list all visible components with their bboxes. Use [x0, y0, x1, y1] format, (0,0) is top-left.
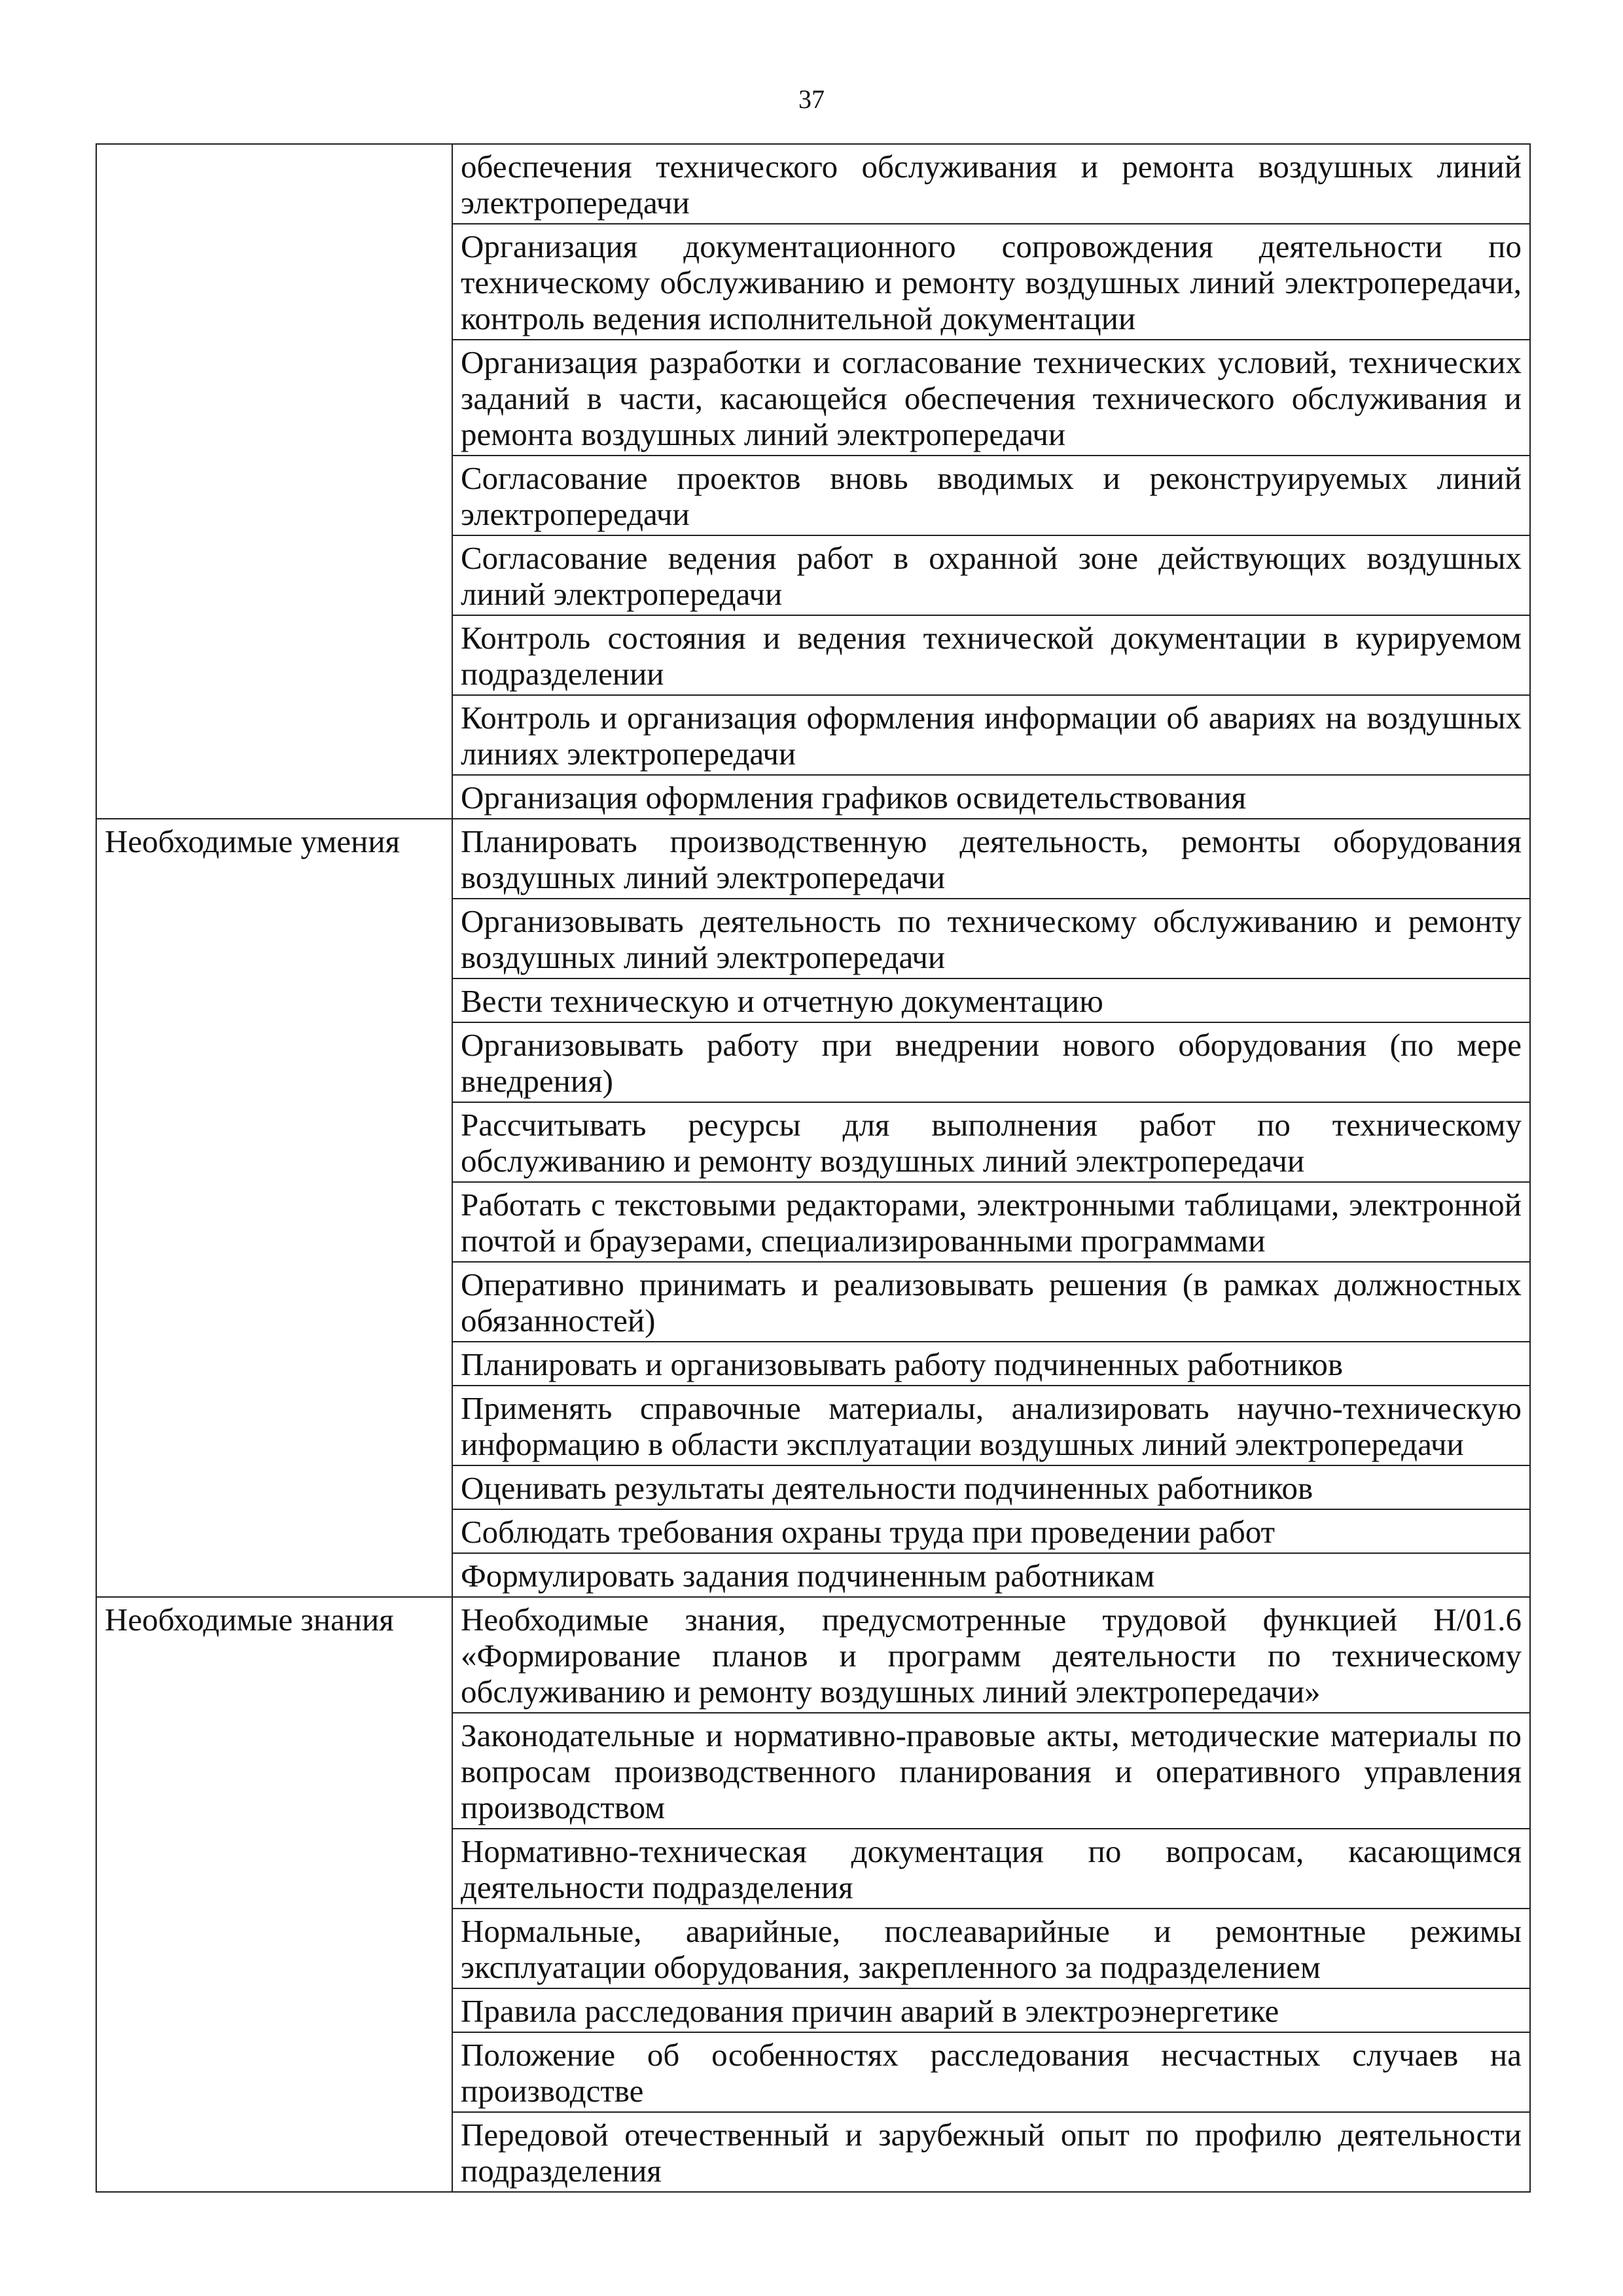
requirement-item: Контроль и организация оформления информации об авариях на воздушных линиях электропередачи [452, 695, 1530, 775]
requirement-item: Передовой отечественный и зарубежный опыт по профилю деятельности подразделения [452, 2112, 1530, 2192]
requirement-item: Вести техническую и отчетную документацию [452, 978, 1530, 1022]
requirement-item: Планировать и организовывать работу подчиненных работников [452, 1342, 1530, 1386]
table-row [96, 819, 1530, 899]
requirement-item: Соблюдать требования охраны труда при проведении работ [452, 1509, 1530, 1553]
requirement-item: Оперативно принимать и реализовывать решения (в рамках должностных обязанностей) [452, 1262, 1530, 1342]
requirement-item: Необходимые знания, предусмотренные трудовой функцией H/01.6 «Формирование планов и программ деятельности по техническому обслуживанию и ремонту воздушных линий электропередачи» [452, 1597, 1530, 1713]
requirement-item: Организация разработки и согласование технических условий, технических заданий в части, касающейся обеспечения технического обслуживания и ремонта воздушных линий электропередачи [452, 340, 1530, 456]
requirement-item: Организовывать деятельность по техническому обслуживанию и ремонту воздушных линий электропередачи [452, 899, 1530, 978]
requirement-item: Контроль состояния и ведения технической документации в курируемом подразделении [452, 615, 1530, 695]
section-label-cell: Необходимые умения [96, 819, 452, 1597]
requirement-item: Организация оформления графиков освидетельствования [452, 775, 1530, 819]
requirement-item: Оценивать результаты деятельности подчиненных работников [452, 1465, 1530, 1509]
requirement-item: Согласование проектов вновь вводимых и реконструируемых линий электропередачи [452, 456, 1530, 535]
requirement-item: Нормальные, аварийные, послеаварийные и ремонтные режимы эксплуатации оборудования, закрепленного за подразделением [452, 1909, 1530, 1988]
requirement-item: Законодательные и нормативно-правовые акты, методические материалы по вопросам производственного планирования и оперативного управления производством [452, 1713, 1530, 1829]
requirement-item: Организовывать работу при внедрении нового оборудования (по мере внедрения) [452, 1022, 1530, 1102]
section-label-cell: Необходимые знания [96, 1597, 452, 2192]
requirement-item: Положение об особенностях расследования несчастных случаев на производстве [452, 2032, 1530, 2112]
requirement-item: Планировать производственную деятельность, ремонты оборудования воздушных линий электропередачи [452, 819, 1530, 899]
section-label-cell [96, 144, 452, 819]
requirements-table-body [96, 144, 1530, 2192]
requirement-item: Нормативно-техническая документация по вопросам, касающимся деятельности подразделения [452, 1829, 1530, 1909]
requirement-item: Согласование ведения работ в охранной зоне действующих воздушных линий электропередачи [452, 535, 1530, 615]
requirement-item: Правила расследования причин аварий в электроэнергетике [452, 1988, 1530, 2032]
page-number: 37 [798, 84, 825, 114]
table-row [96, 144, 1530, 224]
requirement-item: Организация документационного сопровождения деятельности по техническому обслуживанию и ремонту воздушных линий электропередачи, контроль ведения исполнительной документации [452, 224, 1530, 340]
requirement-item: Применять справочные материалы, анализировать научно-техническую информацию в области эксплуатации воздушных линий электропередачи [452, 1386, 1530, 1465]
requirement-item: обеспечения технического обслуживания и ремонта воздушных линий электропередачи [452, 144, 1530, 224]
requirement-item: Работать с текстовыми редакторами, электронными таблицами, электронной почтой и браузерами, специализированными программами [452, 1182, 1530, 1262]
requirement-item: Рассчитывать ресурсы для выполнения работ по техническому обслуживанию и ремонту воздушных линий электропередачи [452, 1102, 1530, 1182]
requirements-table [96, 143, 1531, 2193]
requirement-item: Формулировать задания подчиненным работникам [452, 1553, 1530, 1597]
table-row [96, 1597, 1530, 1713]
